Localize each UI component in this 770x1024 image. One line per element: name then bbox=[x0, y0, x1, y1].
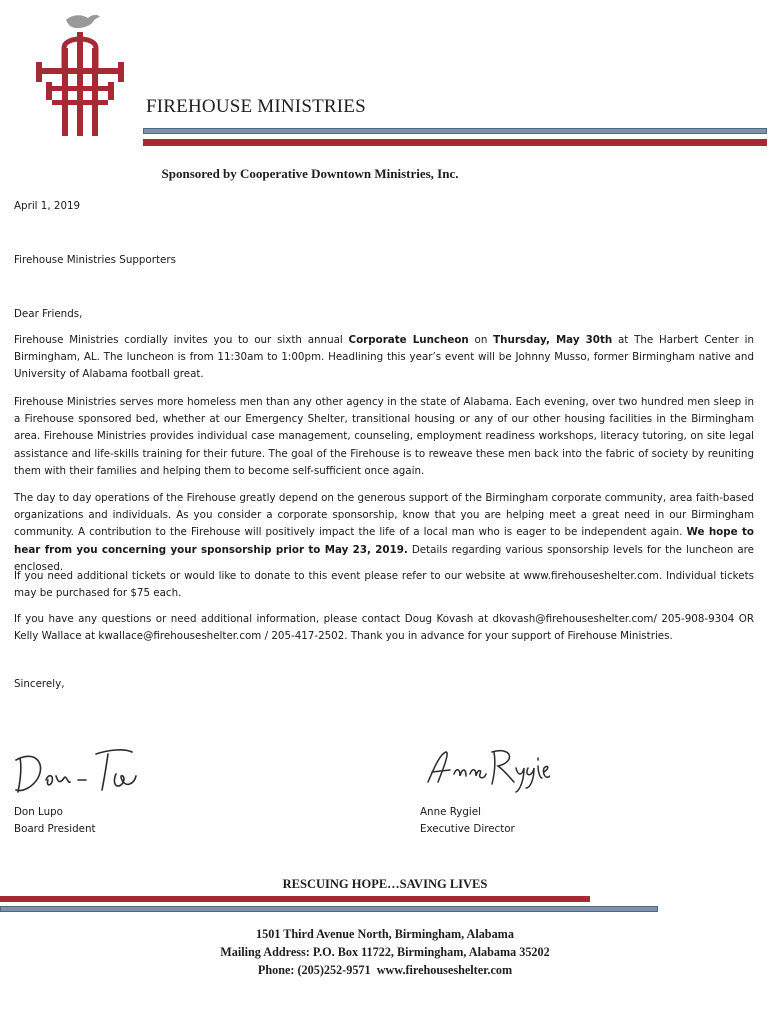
paragraph-support: The day to day operations of the Firehouse greatly depend on the generous support of the Birmingham corporate community, area faith-based organizations and individuals. As you consider a corporate sponsorship, know that you are helping meet a great need in our Birmingham community. A contribution to the Firehouse will positively impact the life of a local man who is eager to be independent again. We hope to hear from you concerning your sponsorship prior to May 23, 2019. Details regarding various sponsorship levels for the luncheon are enclosed. bbox=[14, 492, 754, 573]
signature-anne-rygiel bbox=[420, 738, 550, 798]
letter-recipient: Firehouse Ministries Supporters bbox=[14, 254, 176, 266]
letter-date: April 1, 2019 bbox=[14, 200, 81, 212]
paragraph-tickets: If you need additional tickets or would like to donate to this event please refer to our website at www.firehouseshelter.com. Individual tickets may be purchased for $75 each. bbox=[14, 570, 754, 600]
letter-salutation: Dear Friends, bbox=[14, 308, 83, 320]
signer-name-1: Don Lupo bbox=[14, 806, 63, 818]
footer-motto: RESCUING HOPE…SAVING LIVES bbox=[282, 877, 488, 891]
sponsor-line: Sponsored by Cooperative Downtown Ministries, Inc. bbox=[161, 166, 459, 181]
event-name: Corporate Luncheon bbox=[348, 334, 469, 346]
signer-name-2: Anne Rygiel bbox=[420, 806, 481, 818]
dove-icon bbox=[66, 15, 100, 28]
mailing-address: Mailing Address: P.O. Box 11722, Birmingham, Alabama 35202 bbox=[220, 945, 550, 959]
footer-address-block bbox=[0, 925, 770, 979]
header-divider-red bbox=[143, 139, 767, 146]
header-divider-blue bbox=[143, 128, 767, 134]
paragraph-contact: If you have any questions or need additional information, please contact Doug Kovash at dkovash@firehouseshelter.com/ 205-908-9304 OR Kelly Wallace at kwallace@firehouseshelter.com / 205-417-2502. Thank you in advance for your support of Firehouse Ministries. bbox=[14, 613, 754, 643]
letter-closing: Sincerely, bbox=[14, 678, 65, 690]
footer-divider-blue bbox=[0, 906, 658, 912]
firehouse-logo-icon bbox=[30, 8, 130, 136]
paragraph-invitation: Firehouse Ministries cordially invites you to our sixth annual Corporate Luncheon on Thursday, May 30th at The Harbert Center in Birmingham, AL. The luncheon is from 11:30am to 1:00pm. Headlining this year’s event will be Johnny Musso, former Birmingham native and University of Alabama football great. bbox=[14, 334, 755, 381]
paragraph-mission: Firehouse Ministries serves more homeless men than any other agency in the state of Alabama. Each evening, over two hundred men sleep in a Firehouse sponsored bed, whether at our Emergency Shelter, transitional housing or any of our other housing facilities in the Birmingham area. Firehouse Ministries provides individual case management, counseling, employment readiness workshops, literacy tutoring, on site legal assistance and life-skills training for their future. The goal of the Firehouse is to reweave these men back into the fabric of society by reuniting them with their families and helping them to become self-sufficient once again. bbox=[14, 396, 754, 477]
street-address: 1501 Third Avenue North, Birmingham, Alabama bbox=[256, 927, 514, 941]
event-date: Thursday, May 30th bbox=[493, 334, 613, 346]
signature-don-lupo bbox=[12, 740, 142, 800]
signer-title-1: Board President bbox=[14, 823, 96, 835]
deadline-request: We hope to hear from you concerning your sponsorship prior to May 23, 2019. bbox=[14, 526, 754, 556]
signer-title-2: Executive Director bbox=[420, 823, 515, 835]
footer-divider-red bbox=[0, 896, 590, 902]
phone-website: Phone: (205)252-9571 www.firehouseshelter.com bbox=[257, 963, 513, 977]
org-name: FIREHOUSE MINISTRIES bbox=[146, 96, 366, 117]
